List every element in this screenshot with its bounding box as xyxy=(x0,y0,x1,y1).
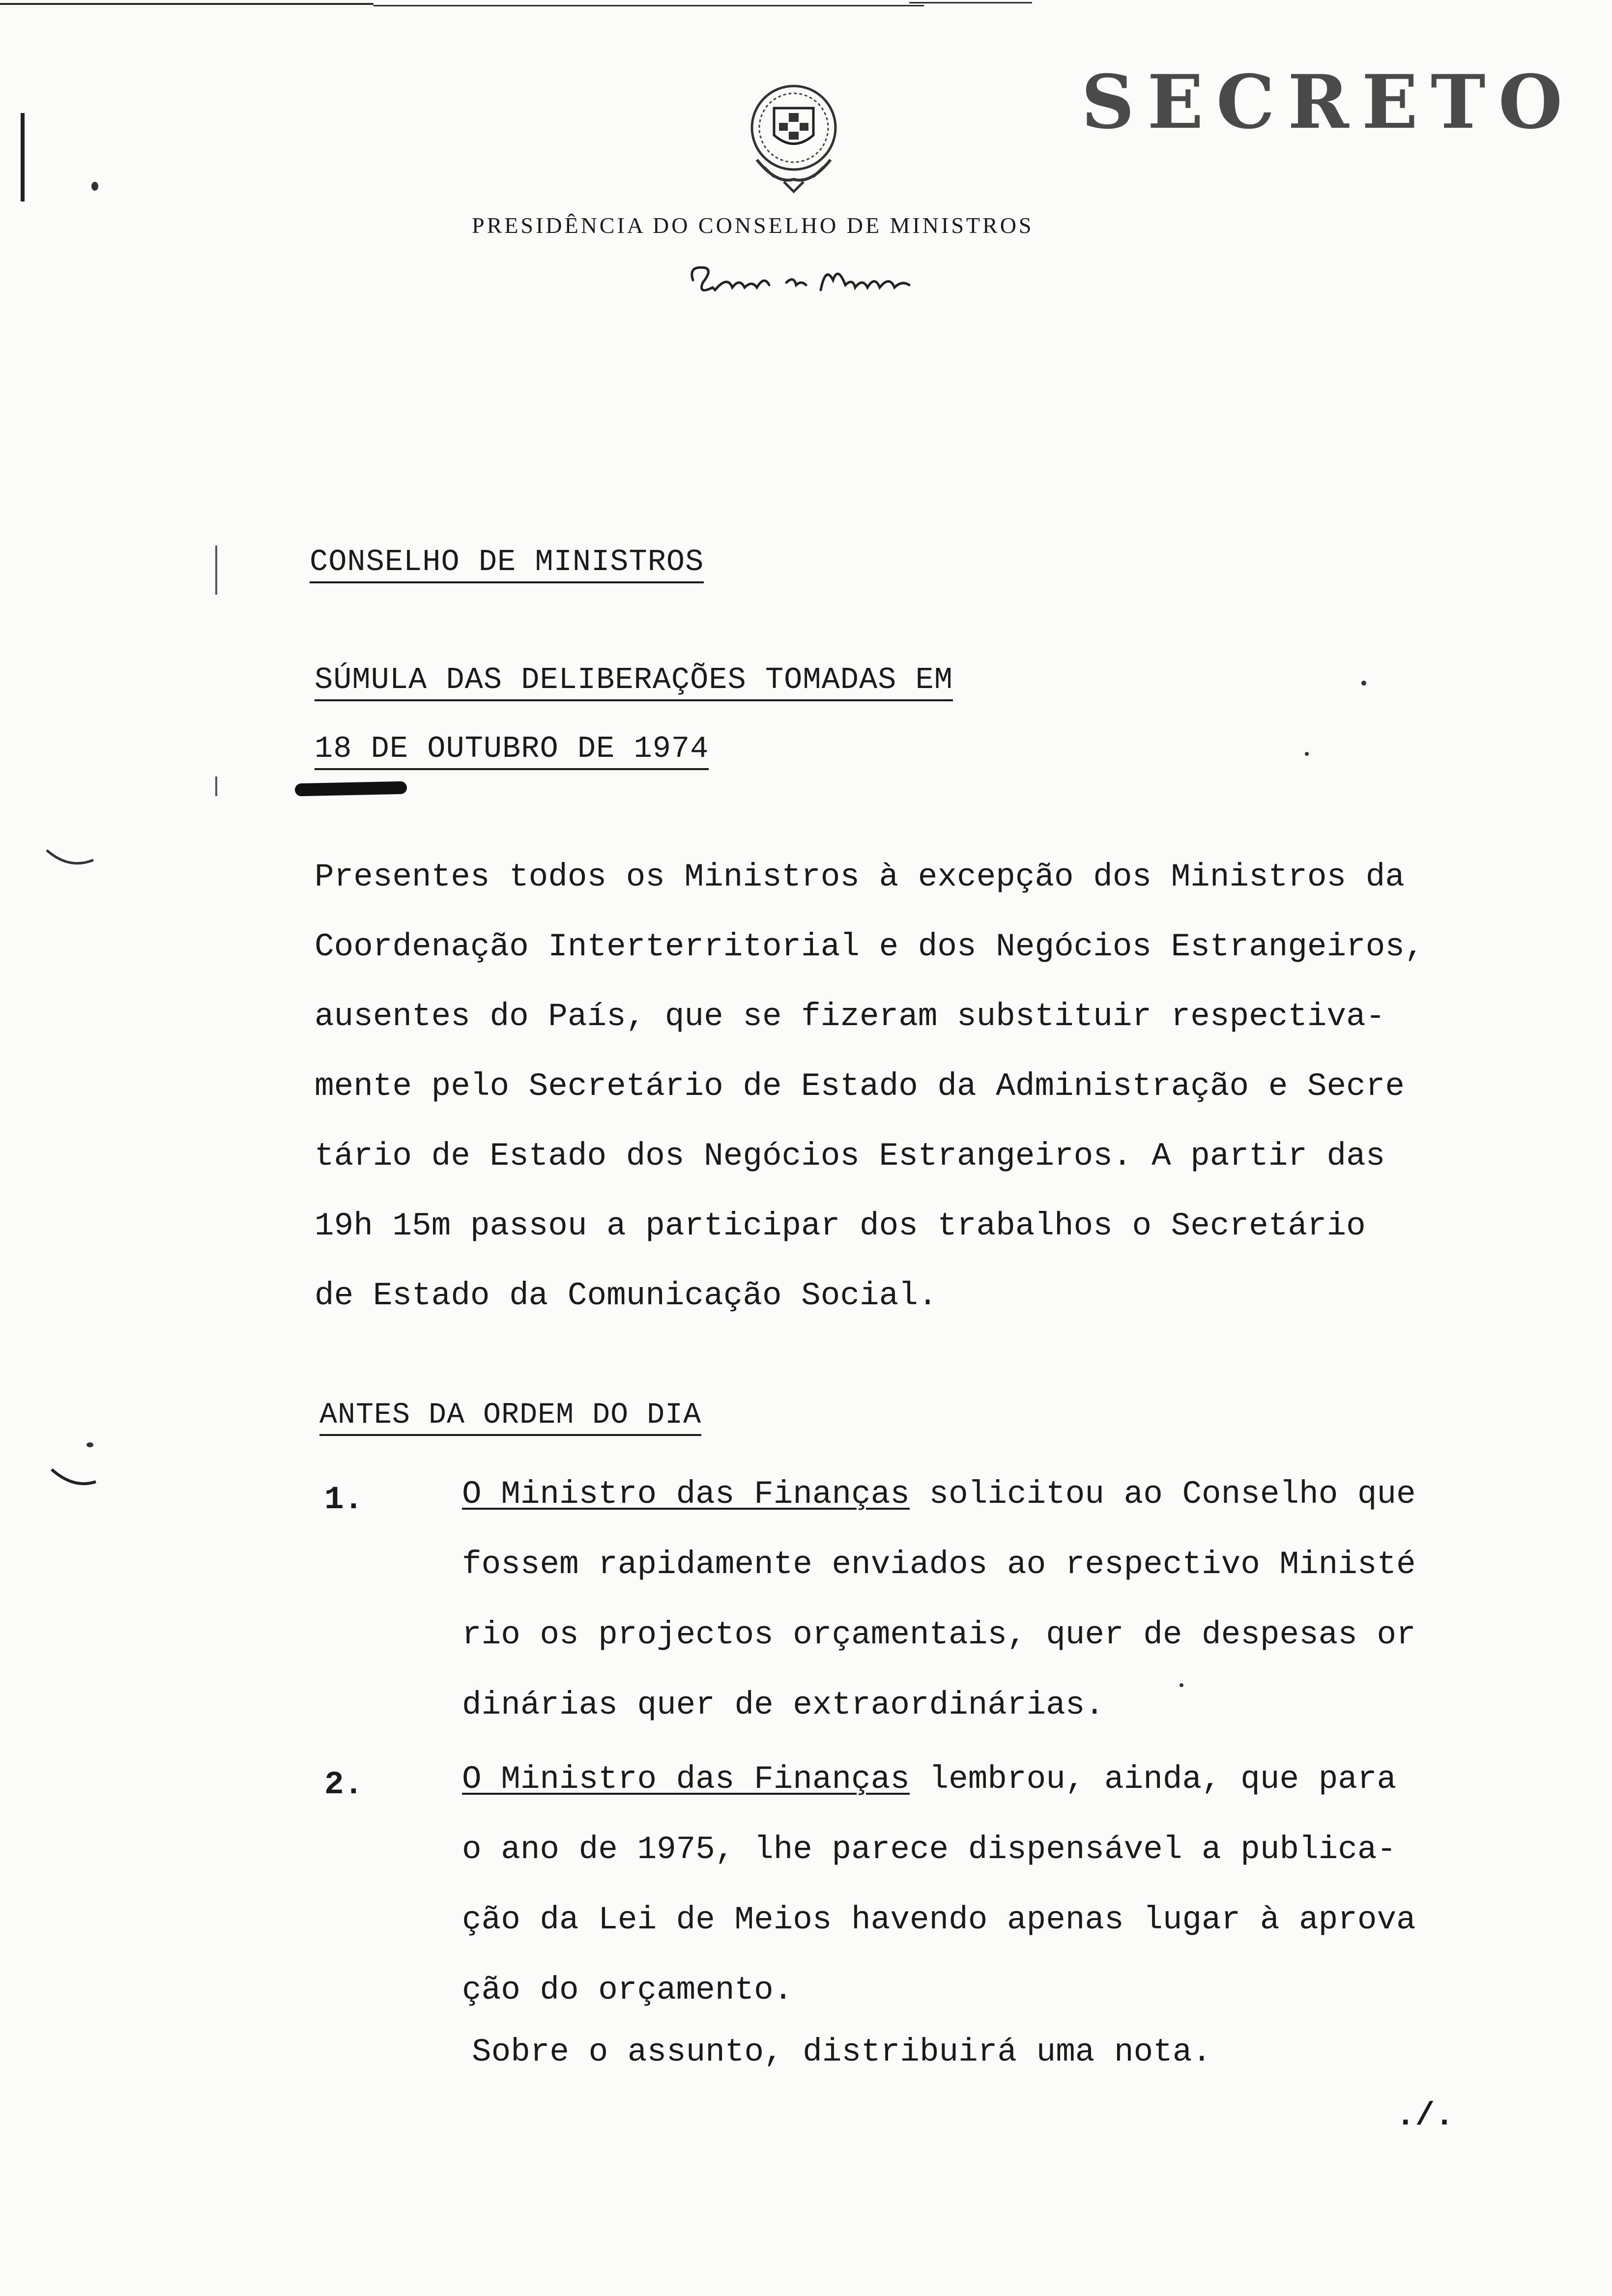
scan-artifact-line xyxy=(215,545,217,595)
meeting-date-heading: 18 DE OUTUBRO DE 1974 xyxy=(315,731,709,770)
scan-artifact-line xyxy=(215,776,217,796)
subject-underlined: O Ministro das Finanças xyxy=(462,1761,910,1798)
meeting-body-heading: CONSELHO DE MINISTROS xyxy=(310,545,704,583)
item-number: 1. xyxy=(324,1481,364,1518)
paragraph-line: ção da Lei de Meios havendo apenas lugar à aprova xyxy=(462,1901,1416,1938)
paragraph-line: ção do orçamento. xyxy=(462,1972,793,2009)
coat-of-arms-seal xyxy=(737,79,850,197)
scan-artifact-line xyxy=(21,113,25,201)
redaction-mark xyxy=(295,781,407,797)
paragraph-line: Presentes todos os Ministros à excepção dos Ministros da xyxy=(315,859,1405,895)
attendance-paragraph xyxy=(315,855,1445,1344)
paragraph-line: dinárias quer de extraordinárias. xyxy=(462,1687,1105,1723)
continuation-mark: ./. xyxy=(1396,2097,1454,2134)
scan-speck xyxy=(1361,681,1366,686)
closing-note: Sobre o assunto, distribuirá uma nota. xyxy=(472,2034,1212,2070)
section-heading: ANTES DA ORDEM DO DIA xyxy=(319,1399,701,1436)
scan-speck xyxy=(91,182,98,191)
item-2-body xyxy=(462,1757,1445,2038)
paragraph-line: fossem rapidamente enviados ao respectivo Ministé xyxy=(462,1546,1416,1583)
subject-underlined: O Ministro das Finanças xyxy=(462,1476,910,1513)
organization-name: PRESIDÊNCIA DO CONSELHO DE MINISTROS xyxy=(472,213,1034,238)
summary-heading: SÚMULA DAS DELIBERAÇÕES TOMADAS EM xyxy=(315,662,953,701)
paragraph-line: O Ministro das Finanças solicitou ao Conselho que xyxy=(462,1472,1445,1543)
scan-speck xyxy=(1305,752,1309,756)
margin-mark xyxy=(49,1464,98,1494)
scan-artifact-line xyxy=(0,3,374,5)
paragraph-line: mente pelo Secretário de Estado da Administração e Secre xyxy=(315,1068,1405,1105)
item-number: 2. xyxy=(324,1766,364,1803)
scan-artifact-line xyxy=(909,2,1032,3)
paragraph-line: Coordenação Interterritorial e dos Negócios Estrangeiros, xyxy=(315,928,1424,965)
paragraph-line: O Ministro das Finanças lembrou, ainda, que para xyxy=(462,1757,1445,1828)
item-1-body xyxy=(462,1472,1445,1753)
scan-artifact-line xyxy=(374,5,924,6)
scan-speck xyxy=(86,1442,93,1447)
paragraph-line: o ano de 1975, lhe parece dispensável a publica- xyxy=(462,1831,1397,1868)
paragraph-line: ausentes do País, que se fizeram substituir respectiva- xyxy=(315,998,1385,1035)
margin-mark xyxy=(44,845,98,875)
paragraph-line: 19h 15m passou a participar dos trabalhos o Secretário xyxy=(315,1207,1366,1244)
paragraph-line: rio os projectos orçamentais, quer de despesas or xyxy=(462,1616,1416,1653)
secret-stamp: SECRETO xyxy=(1081,59,1576,145)
cabinet-signature xyxy=(683,260,919,305)
paragraph-line: de Estado da Comunicação Social. xyxy=(315,1277,938,1314)
paragraph-line: tário de Estado dos Negócios Estrangeiros. A partir das xyxy=(315,1138,1385,1175)
